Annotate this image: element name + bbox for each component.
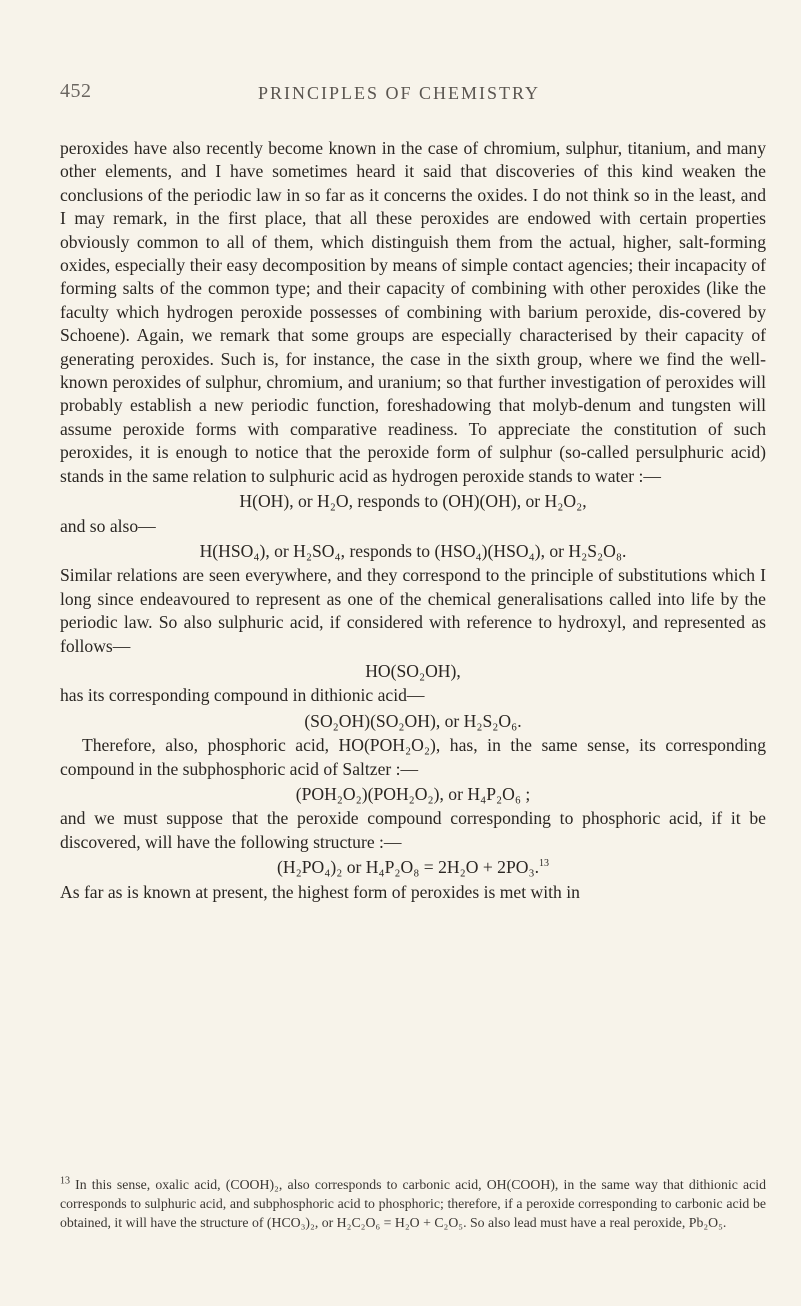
formula: (SO₂OH)(SO₂OH), or H₂S₂O₆. bbox=[304, 710, 522, 731]
page-header bbox=[0, 80, 801, 114]
formula: H(HSO₄), or H₂SO₄, responds to (HSO₄)(HSO₄), or H₂S₂O₈. bbox=[199, 540, 627, 561]
formula-text: (H₂PO₄)₂ or H₄P₂O₈ = 2H₂O + 2PO₃. bbox=[277, 857, 539, 878]
formula: HO(SO₂OH), bbox=[365, 660, 461, 681]
footnote-text: In this sense, oxalic acid, (COOH)₂, also corresponds to carbonic acid, OH(COOH), in the same way that dithionic acid corresponds to sulphuric acid, and subphosphoric acid to phosphoric; therefore, if a peroxide corresponding to carbonic acid be obtained, it will have the structure of (HCO₃)₂, or H₂C₂O₆ = H₂O + C₂O₅. So also lead must have a real peroxide, Pb₂O₅. bbox=[60, 1177, 767, 1230]
footnote-marker: 13 bbox=[60, 1175, 70, 1187]
footnote bbox=[60, 1175, 766, 1232]
paragraph: and we must suppose that the peroxide compound corresponding to phosphoric acid, if it be discovered, will have the following structure :— bbox=[60, 808, 766, 852]
paragraph: and so also— bbox=[60, 515, 156, 536]
formula-with-footnote bbox=[60, 856, 766, 879]
main-text bbox=[60, 137, 766, 904]
formula: (POH₂O₂)(POH₂O₂), or H₄P₂O₆ ; bbox=[295, 783, 531, 804]
formula: H(OH), or H₂O, responds to (OH)(OH), or H₂O₂, bbox=[239, 491, 587, 512]
footnote-reference[interactable]: 13 bbox=[538, 858, 549, 870]
page-number: 452 bbox=[60, 80, 92, 102]
running-title: PRINCIPLES OF CHEMISTRY bbox=[258, 83, 541, 103]
paragraph: As far as is known at present, the highest form of peroxides is met with in bbox=[60, 881, 580, 902]
paragraph: peroxides have also recently become known in the case of chromium, sulphur, titanium, and many other elements, and I have sometimes heard it said that discoveries of this kind weaken the conclusions of the periodic law in so far as it concerns the oxides. I do not think so in the least, and I may remark, in the first place, that all these peroxides are endowed with certain properties obviously common to all of them, which distinguish them from the actual, higher, salt-forming oxides, especially their easy decomposition by means of simple contact agencies; their incapacity of forming salts of the common type; and their capacity of combining with other peroxides (like the faculty which hydrogen peroxide possesses of combining with barium peroxide, dis-covered by Schoene). Again, we remark that some groups are especially characterised by their capacity of generating peroxides. Such is, for instance, the case in the sixth group, where we find the well-known peroxides of sulphur, chromium, and uranium; so that further investigation of peroxides will probably establish a new periodic function, foreshadowing that molyb-denum and tungsten will assume peroxide forms with comparative readiness. To appreciate the constitution of such peroxides, it is enough to notice that the peroxide form of sulphur (so-called persulphuric acid) stands in the same relation to sulphuric acid as hydrogen peroxide stands to water :— bbox=[60, 138, 766, 486]
paragraph: Similar relations are seen everywhere, and they correspond to the principle of substitutions which I long since endeavoured to represent as one of the chemical generalisations called into life by the periodic law. So also sulphuric acid, if considered with reference to hydroxyl, and represented as follows— bbox=[60, 565, 766, 656]
paragraph: Therefore, also, phosphoric acid, HO(POH₂O₂), has, in the same sense, its corresponding compound in the subphosphoric acid of Saltzer :— bbox=[60, 735, 766, 779]
paragraph: has its corresponding compound in dithionic acid— bbox=[60, 685, 425, 706]
